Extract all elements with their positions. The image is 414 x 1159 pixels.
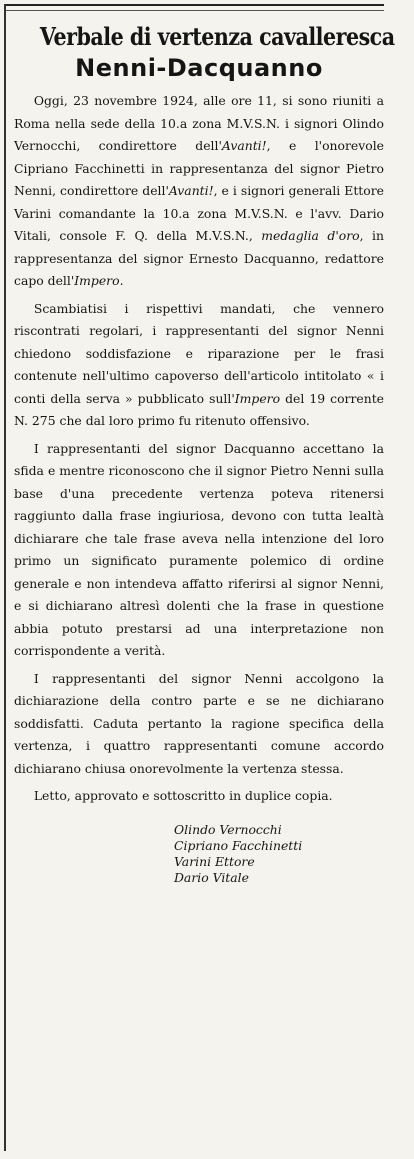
signature-varini: Varini Ettore [174,853,255,869]
italic-term: Impero [234,390,281,406]
signature-block [174,822,384,886]
article-body [14,90,384,808]
italic-term: Impero [74,273,120,288]
signature-vernocchi: Olindo Vernocchi [174,821,282,837]
column-rule [4,4,6,1151]
article-title: Verbale di vertenza cavalleresca [39,22,395,51]
italic-term: Avanti! [168,183,214,198]
paragraph-3: I rappresentanti del signor Dacquanno accettano la sfida e mentre riconoscono che il signor Pietro Nenni sulla base d'una precedente vertenza poteva ritenersi raggiunto dalla frase ingiuriosa, devono con tutta lealtà dichiarare che tale frase aveva nella intenzione del loro primo un significato puramente polemico di ordine generale e non intendeva affatto riferirsi al signor Nenni, e si dichiarano altresì dolenti che la frase in questione abbia potuto prestarsi ad una interpretazione non corrispondente a verità. [14,440,384,658]
italic-term: Avanti! [221,138,267,153]
paragraph-5: Letto, approvato e sottoscritto in duplice copia. [33,788,333,803]
paragraph-4: I rappresentanti del signor Nenni accolgono la dichiarazione della contro parte e se ne dichiarano soddisfatti. Caduta pertanto la ragione specifica della vertenza, i quattro rappresentanti comune accordo dichiarano chiusa onorevolmente la vertenza stessa. [14,670,384,776]
paragraph-1: Oggi, 23 novembre 1924, alle ore 11, si sono riuniti a Roma nella sede della 10.a zona M.V.S.N. i signori Olindo Vernocchi, condirettore dell'Avanti!, e l'onorevole Cipriano Facchinetti in rappresentanza del signor Pietro Nenni, condirettore dell'Avanti!, e i signori generali Ettore Varini comandante la 10.a zona M.V.S.N. e l'avv. Dario Vitali, console F. Q. della M.V.S.N., medaglia d'oro, in rappresentanza del signor Ernesto Dacquanno, redattore capo dell'Impero. [14,93,384,288]
article-subtitle: Nenni-Dacquanno [75,54,323,82]
signature-facchinetti: Cipriano Facchinetti [174,837,303,853]
italic-term: medaglia d'oro [261,228,360,243]
signature-vitale: Dario Vitale [174,869,249,885]
article [14,22,395,886]
top-rule [6,4,384,11]
paragraph-2: Scambiatisi i rispettivi mandati, che vennero riscontrati regolari, i rappresentanti del signor Nenni chiedono soddisfazione e riparazione per le frasi contenute nell'ultimo capoverso dell'articolo intitolato « i conti della serva » pubblicato sull'Impero del 19 corrente N. 275 che dal loro primo fu ritenuto offensivo. [14,300,385,428]
